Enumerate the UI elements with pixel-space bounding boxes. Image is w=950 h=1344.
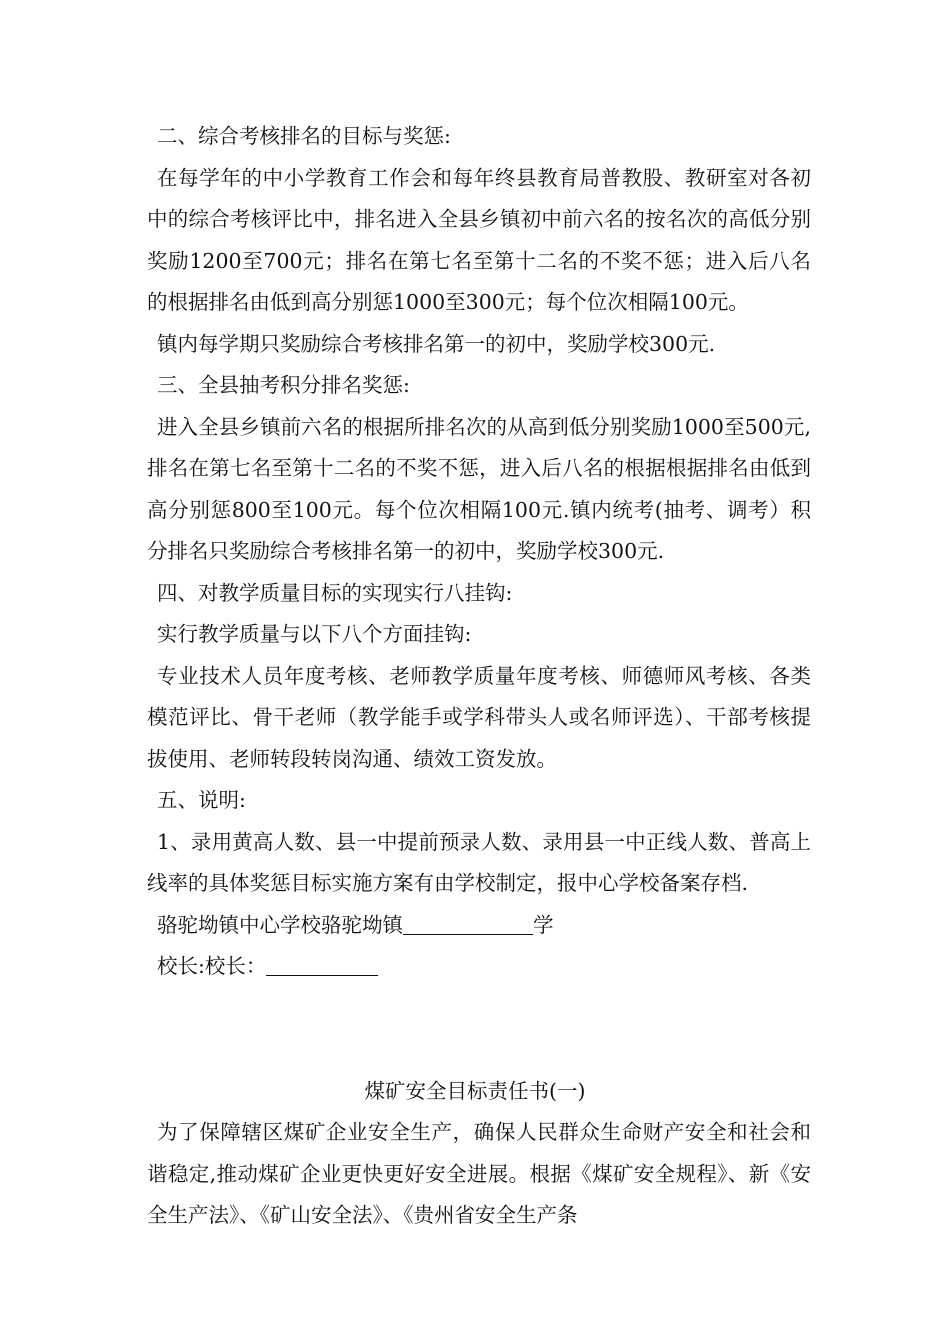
paragraph-county-exam-rewards: 进入全县乡镇前六名的根据所排名次的从高到低分别奖励1000至500元,排名在第七名至第十二名的不奖不惩，进入后八名的根据根据排名由低到高分别惩800至100元。每个位次相隔100元.镇内统考(抽考、调考）积分排名只奖励综合考核排名第一的初中，奖励学校300元. — [147, 414, 811, 563]
signature-school-line — [147, 905, 811, 947]
section-heading-notes: 五、说明: — [157, 788, 246, 812]
section-heading-evaluation: 二、综合考核排名的目标与奖惩: — [157, 124, 451, 148]
section-heading-county-exam: 三、全县抽考积分排名奖惩: — [157, 373, 410, 397]
signature-principal-line — [147, 946, 811, 988]
signature-school-suffix: 学 — [533, 912, 554, 937]
signature-school-prefix: 骆驼坳镇中心学校骆驼坳镇 — [157, 912, 403, 937]
signature-school-blank — [403, 913, 533, 935]
paragraph-evaluation-rewards: 在每学年的中小学教育工作会和每年终县教育局普教股、教研室对各初中的综合考核评比中，排名进入全县乡镇初中前六名的按名次的高低分别奖励1200至700元；排名在第七名至第十二名的不奖不惩；进入后八名的根据排名由低到高分别惩1000至300元；每个位次相隔100元。 — [147, 165, 811, 314]
paragraph-eight-links-intro: 实行教学质量与以下八个方面挂钩: — [157, 622, 472, 646]
paragraph-town-reward: 镇内每学期只奖励综合考核排名第一的初中，奖励学校300元. — [157, 331, 716, 356]
signature-principal-blank — [266, 955, 378, 977]
signature-principal-label: 校长:校长： — [157, 954, 267, 978]
document-body — [147, 116, 811, 1237]
paragraph-eight-links-items: 专业技术人员年度考核、老师教学质量年度考核、师德师风考核、各类模范评比、骨干老师（教学能手或学科带头人或名师评选）、干部考核提拔使用、老师转段转岗沟通、绩效工资发放。 — [147, 663, 811, 771]
section-spacer — [147, 988, 811, 1071]
document-title-coal-mine: 煤矿安全目标责任书(一) — [364, 1078, 586, 1103]
paragraph-note-1: 1、录用黄高人数、县一中提前预录人数、录用县一中正线人数、普高上线率的具体奖惩目标实施方案有由学校制定，报中心学校备案存档. — [147, 829, 811, 895]
section-heading-eight-links: 四、对教学质量目标的实现实行八挂钩: — [157, 580, 513, 605]
paragraph-coal-mine-intro: 为了保障辖区煤矿企业安全生产，确保人民群众生命财产安全和社会和谐稳定,推动煤矿企业更快更好安全进展。根据《煤矿安全规程》、新《安全生产法》、《矿山安全法》、《贵州省安全生产条 — [147, 1120, 811, 1227]
